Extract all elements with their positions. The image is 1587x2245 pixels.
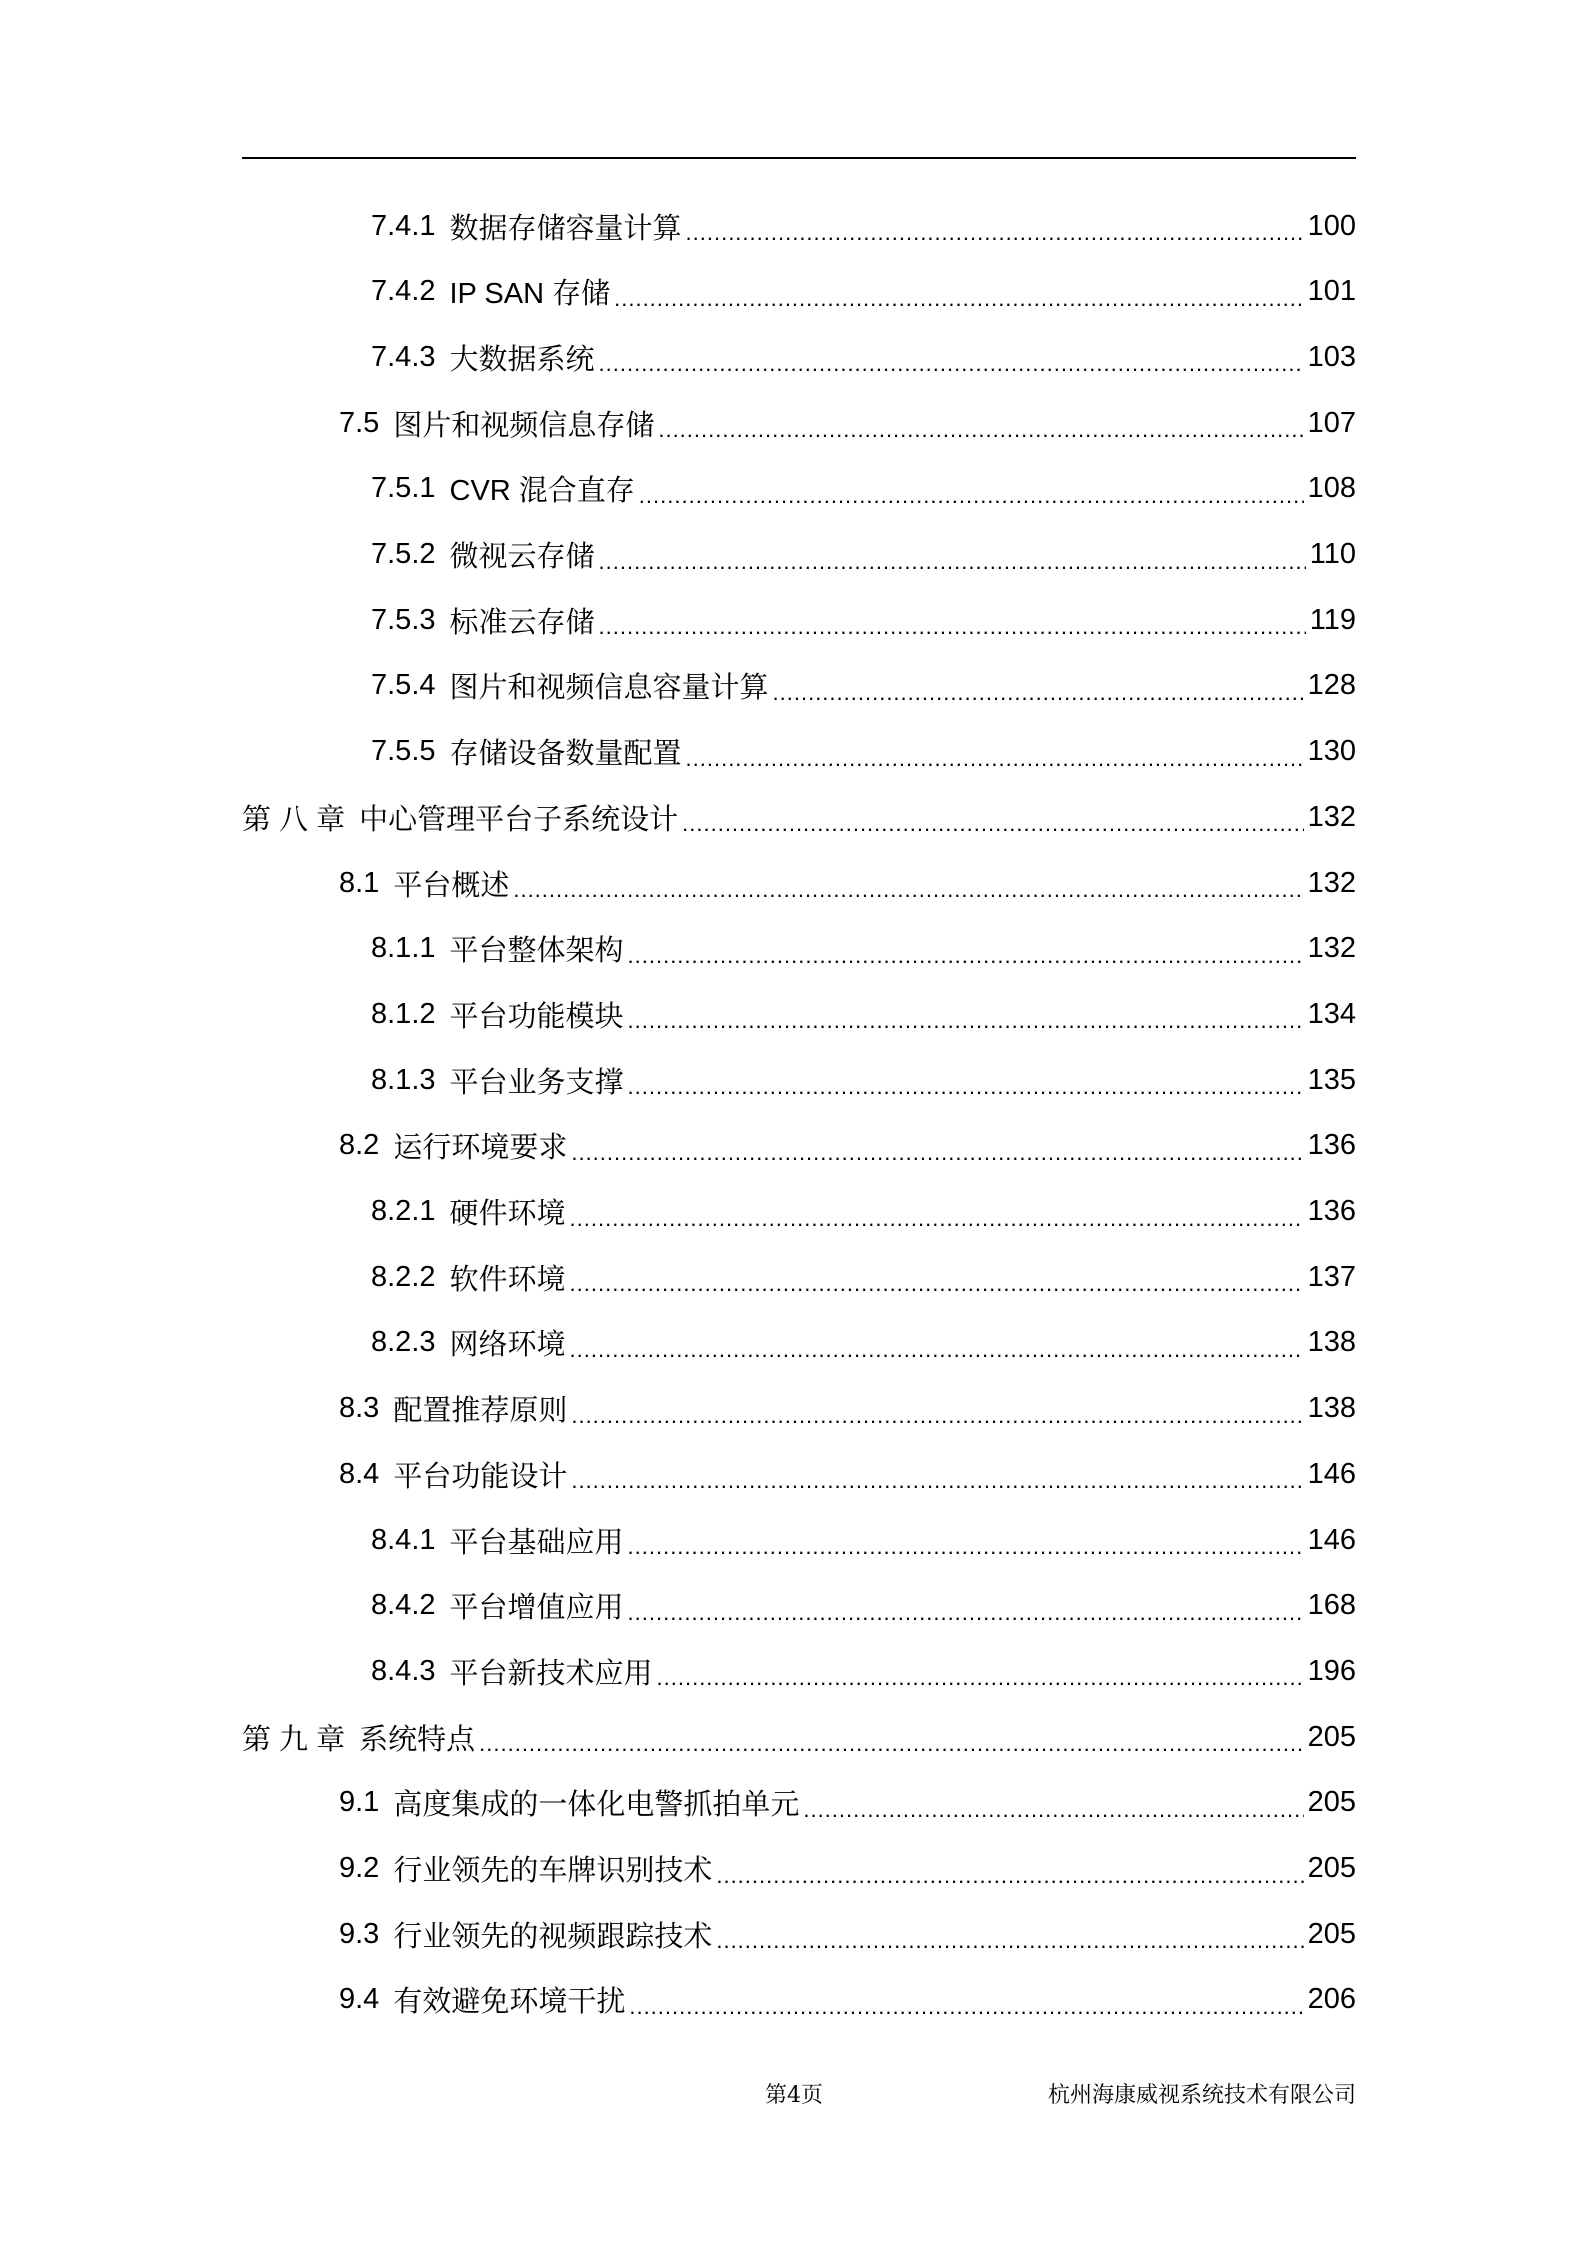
toc-entry-page: 134	[1307, 997, 1356, 1030]
toc-entry[interactable]	[0, 1704, 1356, 1770]
toc-entry[interactable]	[0, 1638, 1356, 1704]
toc-entry-page: 107	[1307, 406, 1356, 439]
toc-entry[interactable]	[0, 324, 1356, 390]
toc-entry-page: 138	[1307, 1392, 1356, 1425]
toc-dot-leader	[628, 943, 1304, 969]
toc-entry-page: 128	[1307, 669, 1356, 702]
toc-dot-leader	[571, 1403, 1303, 1429]
toc-entry[interactable]	[0, 1376, 1356, 1442]
toc-entry-number: 第 八 章	[242, 803, 346, 836]
toc-entry-title: 数据存储容量计算	[449, 212, 682, 245]
toc-entry-page: 137	[1307, 1260, 1356, 1293]
toc-entry-title: 平台新技术应用	[449, 1657, 653, 1690]
toc-dot-leader	[803, 1797, 1303, 1823]
toc-entry[interactable]	[0, 653, 1356, 719]
toc-dot-leader	[657, 1665, 1304, 1691]
toc-entry-number: 7.5.1	[371, 472, 436, 505]
toc-entry-title: 平台增值应用	[449, 1592, 624, 1625]
toc-dot-leader	[513, 877, 1303, 903]
toc-entry[interactable]	[0, 1244, 1356, 1310]
toc-entry-title: 系统特点	[359, 1723, 476, 1756]
toc-entry-number: 第 九 章	[242, 1723, 346, 1756]
toc-entry-title: 图片和视频信息容量计算	[449, 672, 769, 705]
toc-dot-leader	[628, 1534, 1304, 1560]
toc-entry-number: 8.1.3	[371, 1063, 436, 1096]
toc-entry-number: 7.5.4	[371, 669, 436, 702]
toc-entry-title: 平台业务支撑	[449, 1066, 624, 1099]
toc-entry-page: 132	[1307, 800, 1356, 833]
toc-dot-leader	[614, 286, 1303, 312]
toc-entry-number: 9.2	[339, 1852, 380, 1884]
toc-entry-title: 有效避免环境干扰	[393, 1986, 626, 2019]
toc-entry[interactable]	[0, 1770, 1356, 1836]
footer-company: 杭州海康威视系统技术有限公司	[1047, 2083, 1356, 2108]
toc-entry-number: 8.2.2	[371, 1260, 436, 1293]
toc-entry-number: 8.4	[339, 1457, 380, 1490]
toc-entry[interactable]	[0, 1967, 1356, 2033]
toc-entry[interactable]	[0, 390, 1356, 456]
header-rule	[242, 157, 1356, 159]
toc-entry-number: 8.4.1	[371, 1523, 436, 1556]
toc-entry[interactable]	[0, 784, 1356, 850]
toc-entry[interactable]	[0, 1836, 1356, 1902]
toc-entry-number: 8.1	[339, 866, 380, 899]
toc-entry[interactable]	[0, 1179, 1356, 1245]
toc-entry-number: 8.3	[339, 1392, 380, 1425]
toc-entry-page: 103	[1307, 340, 1356, 373]
toc-entry-title: 硬件环境	[449, 1198, 566, 1230]
toc-entry-page: 136	[1307, 1129, 1356, 1162]
toc-dot-leader	[599, 614, 1306, 640]
toc-entry-page: 205	[1307, 1917, 1356, 1950]
toc-entry[interactable]	[0, 1441, 1356, 1507]
toc-entry[interactable]	[0, 522, 1356, 588]
toc-entry-page: 168	[1307, 1589, 1356, 1622]
toc-entry-page: 205	[1307, 1852, 1356, 1884]
toc-entry-number: 7.4.2	[371, 275, 436, 308]
toc-entry-title: 配置推荐原则	[393, 1395, 568, 1428]
footer-page-number: 第4页	[765, 2083, 823, 2108]
toc-entry-number: 9.4	[339, 1983, 380, 2016]
toc-entry-page: 119	[1309, 603, 1356, 636]
toc-entry-number: 7.5	[339, 406, 380, 439]
toc-entry-title: 网络环境	[449, 1329, 566, 1362]
toc-entry-page: 136	[1307, 1195, 1356, 1227]
toc-entry[interactable]	[0, 981, 1356, 1047]
toc-entry[interactable]	[0, 259, 1356, 325]
toc-entry[interactable]	[0, 1507, 1356, 1573]
toc-dot-leader	[479, 1731, 1303, 1757]
toc-entry-title: 大数据系统	[449, 343, 595, 376]
toc-entry[interactable]	[0, 1310, 1356, 1376]
toc-dot-leader	[773, 680, 1304, 706]
toc-entry-number: 8.4.3	[371, 1654, 436, 1687]
toc-entry-page: 205	[1307, 1720, 1356, 1753]
toc-entry-title: 平台基础应用	[449, 1526, 624, 1559]
toc-entry-title: 标准云存储	[449, 606, 595, 639]
toc-entry[interactable]	[0, 850, 1356, 916]
toc-entry-number: 9.3	[339, 1917, 380, 1950]
toc-dot-leader	[682, 811, 1303, 837]
toc-entry-page: 138	[1307, 1326, 1356, 1359]
toc-dot-leader	[629, 1994, 1303, 2020]
toc-dot-leader	[599, 549, 1306, 575]
toc-dot-leader	[639, 483, 1304, 509]
toc-entry-number: 8.2	[339, 1129, 380, 1162]
toc-dot-leader	[716, 1863, 1303, 1889]
toc-entry-page: 110	[1309, 538, 1356, 570]
toc-entry-number: 8.2.1	[371, 1195, 436, 1227]
toc-entry-number: 8.1.1	[371, 932, 436, 965]
toc-entry-title: 行业领先的视频跟踪技术	[393, 1920, 713, 1953]
toc-entry-title: 微视云存储	[449, 541, 595, 573]
toc-entry-page: 146	[1307, 1523, 1356, 1556]
toc-entry-page: 206	[1307, 1983, 1356, 2016]
toc-dot-leader	[686, 746, 1304, 772]
toc-dot-leader	[571, 1140, 1303, 1166]
toc-entry-title: 软件环境	[449, 1263, 566, 1296]
toc-entry-page: 108	[1307, 472, 1356, 505]
toc-entry-page: 130	[1307, 735, 1356, 768]
toc-entry-title: 平台功能模块	[449, 1000, 624, 1033]
toc-dot-leader	[658, 417, 1303, 443]
toc-entry-title: 运行环境要求	[393, 1132, 568, 1165]
toc-entry-page: 135	[1307, 1063, 1356, 1096]
toc-entry-number: 7.5.3	[371, 603, 436, 636]
toc-entry-page: 101	[1307, 275, 1356, 308]
toc-dot-leader	[628, 1074, 1304, 1100]
toc-entry-page: 205	[1307, 1786, 1356, 1819]
toc-entry-title: 平台整体架构	[449, 935, 624, 968]
toc-entry-page: 132	[1307, 866, 1356, 899]
toc-dot-leader	[599, 351, 1304, 377]
toc-dot-leader	[716, 1928, 1303, 1954]
toc-entry[interactable]	[0, 1113, 1356, 1179]
toc-entry-page: 100	[1307, 209, 1356, 242]
toc-entry[interactable]	[0, 916, 1356, 982]
toc-entry[interactable]	[0, 1573, 1356, 1639]
toc-entry-title: CVR 混合直存	[449, 475, 635, 508]
toc-dot-leader	[628, 1008, 1304, 1034]
toc-entry[interactable]	[0, 719, 1356, 785]
toc-entry-title: 平台概述	[393, 869, 510, 902]
toc-entry[interactable]	[0, 1047, 1356, 1113]
toc-entry[interactable]	[0, 587, 1356, 653]
toc-entry-number: 7.4.1	[371, 209, 436, 242]
toc-entry-title: 存储设备数量配置	[449, 738, 682, 771]
toc-entry-page: 146	[1307, 1457, 1356, 1490]
toc-entry-number: 7.4.3	[371, 340, 436, 373]
toc-entry-number: 8.1.2	[371, 997, 436, 1030]
toc-entry-title: 中心管理平台子系统设计	[359, 803, 679, 836]
toc-dot-leader	[570, 1206, 1304, 1232]
toc-entry-title: 行业领先的车牌识别技术	[393, 1855, 713, 1887]
toc-entry-number: 7.5.5	[371, 735, 436, 768]
toc-entry-page: 196	[1307, 1654, 1356, 1687]
toc-dot-leader	[686, 220, 1304, 246]
toc-entry-number: 7.5.2	[371, 538, 436, 570]
toc-entry-title: IP SAN 存储	[449, 278, 611, 311]
toc-entry-page: 132	[1307, 932, 1356, 965]
toc-entry-title: 平台功能设计	[393, 1460, 568, 1493]
toc-entry[interactable]	[0, 456, 1356, 522]
toc-entry-title: 图片和视频信息存储	[393, 409, 655, 442]
toc-entry-number: 8.4.2	[371, 1589, 436, 1622]
toc-entry[interactable]	[0, 1901, 1356, 1967]
toc-entry-title: 高度集成的一体化电警抓拍单元	[393, 1789, 800, 1822]
toc-dot-leader	[571, 1468, 1303, 1494]
toc-dot-leader	[570, 1271, 1304, 1297]
toc-dot-leader	[570, 1337, 1304, 1363]
toc-entry[interactable]	[0, 193, 1356, 259]
toc-entry-number: 9.1	[339, 1786, 380, 1819]
toc-entry-number: 8.2.3	[371, 1326, 436, 1359]
toc-dot-leader	[628, 1600, 1304, 1626]
